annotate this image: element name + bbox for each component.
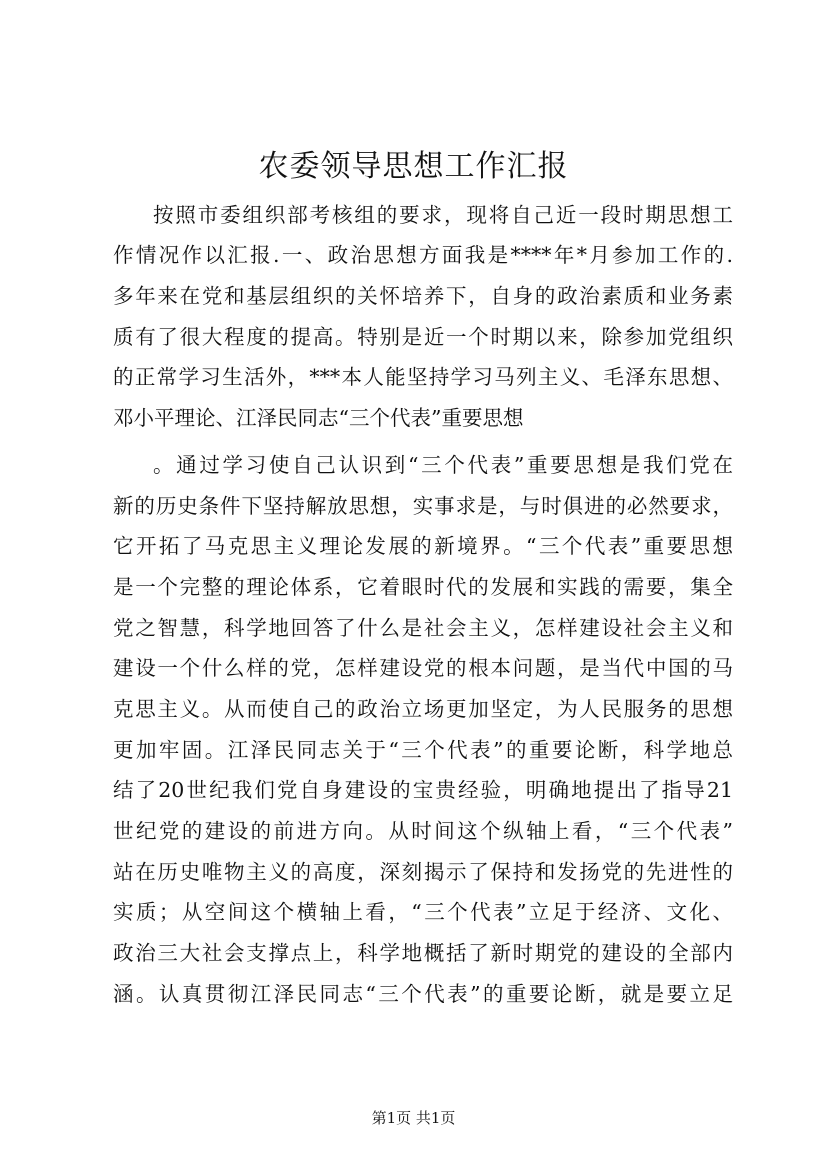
- page-number-footer: 第1页 共1页: [371, 1109, 456, 1127]
- page-title: 农委领导思想工作汇报: [258, 149, 569, 184]
- paragraph-line: 质有了很大程度的提高。特别是近一个时期以来，除参加党组织: [113, 325, 733, 349]
- paragraph-line: 的正常学习生活外，***本人能坚持学习马列主义、毛泽东思想、: [113, 365, 733, 389]
- paragraph-line: 克思主义。从而使自己的政治立场更加坚定，为人民服务的思想: [113, 697, 733, 721]
- paragraph-line: 多年来在党和基层组织的关怀培养下，自身的政治素质和业务素: [113, 284, 733, 308]
- paragraph-line: 政治三大社会支撑点上，科学地概括了新时期党的建设的全部内: [113, 941, 733, 965]
- paragraph-line: 它开拓了马克思主义理论发展的新境界。“三个代表”重要思想: [113, 534, 733, 558]
- paragraph-line: 涵。认真贯彻江泽民同志“三个代表”的重要论断，就是要立足: [113, 982, 733, 1006]
- paragraph-line: 邓小平理论、江泽民同志“三个代表”重要思想: [113, 406, 524, 430]
- paragraph-line: 按照市委组织部考核组的要求，现将自己近一段时期思想工: [153, 203, 733, 227]
- paragraph-line: 世纪党的建设的前进方向。从时间这个纵轴上看，“三个代表”: [113, 819, 733, 843]
- paragraph-line: 是一个完整的理论体系，它着眼时代的发展和实践的需要，集全: [113, 575, 733, 599]
- paragraph-line: 实质；从空间这个横轴上看，“三个代表”立足于经济、文化、: [113, 900, 733, 924]
- paragraph-line: 站在历史唯物主义的高度，深刻揭示了保持和发扬党的先进性的: [113, 860, 733, 884]
- paragraph-line: 建设一个什么样的党，怎样建设党的根本问题，是当代中国的马: [113, 656, 733, 680]
- paragraph-line: 更加牢固。江泽民同志关于“三个代表”的重要论断，科学地总: [113, 738, 733, 762]
- paragraph-line: 党之智慧，科学地回答了什么是社会主义，怎样建设社会主义和: [113, 616, 733, 640]
- paragraph-line: 。通过学习使自己认识到“三个代表”重要思想是我们党在: [153, 453, 733, 477]
- paragraph-line: 作情况作以汇报.一、政治思想方面我是****年*月参加工作的.: [113, 243, 733, 267]
- paragraph-line: 新的历史条件下坚持解放思想，实事求是，与时俱进的必然要求，: [113, 494, 733, 518]
- paragraph-line: 结了20世纪我们党自身建设的宝贵经验，明确地提出了指导21: [113, 778, 733, 802]
